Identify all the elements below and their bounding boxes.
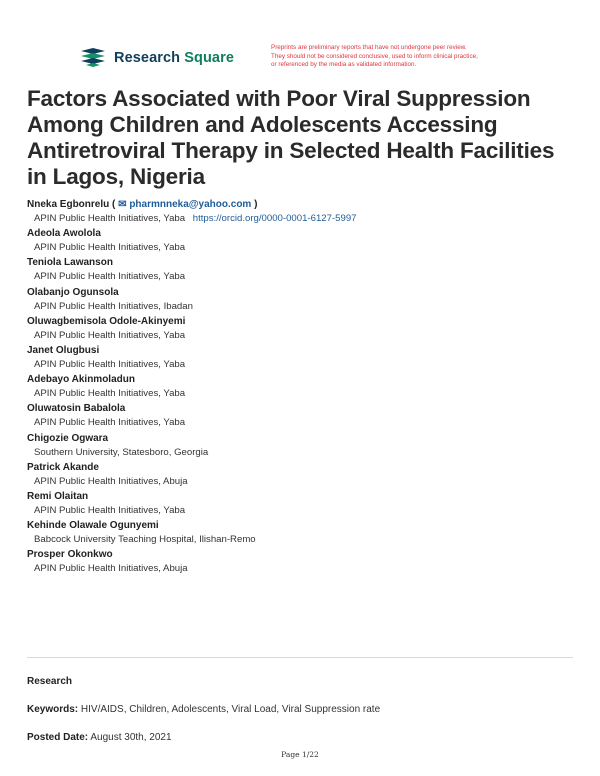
author-entry [27,315,577,343]
author-affiliation: APIN Public Health Initiatives, Yaba [34,359,186,371]
author-name: Chigozie Ogwara [27,432,109,444]
author-affiliation: APIN Public Health Initiatives, Yaba [34,242,186,254]
section-divider [27,657,573,658]
email-icon: ✉ [118,199,127,210]
author-affiliation: APIN Public Health Initiatives, Abuja [34,563,188,575]
author-name: Adeola Awolola [27,228,101,240]
author-affiliation: APIN Public Health Initiatives, Yaba [34,388,186,400]
author-affiliation: APIN Public Health Initiatives, Yaba [34,505,186,517]
logo-wordmark [114,50,234,66]
author-affiliation: Babcock University Teaching Hospital, Ilishan-Remo [34,534,256,546]
author-name: Teniola Lawanson [27,257,113,269]
research-square-logo[interactable] [80,48,234,68]
keywords-line [27,704,380,715]
author-entry [27,548,577,576]
author-name: Remi Olaitan [27,491,89,503]
author-email-link[interactable]: pharmnneka@yahoo.com [129,199,252,210]
author-name: Olabanjo Ogunsola [27,286,119,298]
author-name: Janet Olugbusi [27,345,100,357]
author-entry [27,490,577,518]
author-name: Nneka Egbonrelu [27,199,110,210]
author-name: Prosper Okonkwo [27,549,113,561]
author-affiliation: APIN Public Health Initiatives, Yaba [34,213,186,224]
keywords-label: Keywords: [27,704,79,715]
notice-line: or referenced by the media as validated information. [271,61,417,69]
author-affiliation: Southern University, Statesboro, Georgia [34,446,209,458]
author-affiliation: APIN Public Health Initiatives, Yaba [34,271,186,283]
author-list [27,198,577,578]
article-type: Research [27,676,73,687]
author-entry [27,402,577,430]
author-entry [27,373,577,401]
keywords-value: HIV/AIDS, Children, Adolescents, Viral Load, Viral Suppression rate [80,704,381,715]
author-entry: Nneka Egbonrelu ( ✉ pharmnneka@yahoo.com ) APIN Public Health Initiatives, Yaba https://orcid.org/0000-0001-6127-5997 [27,199,357,224]
author-affiliation: APIN Public Health Initiatives, Yaba [34,329,186,341]
author-name: Adebayo Akinmoladun [27,374,135,386]
orcid-link[interactable]: https://orcid.org/0000-0001-6127-5997 [192,213,357,224]
logo-text-square: Square [184,50,234,66]
logo-text-research: Research [114,50,181,66]
author-name: Oluwatosin Babalola [27,403,126,415]
page-indicator: Page 1/22 [281,750,319,759]
author-entry [27,432,577,460]
author-entry [27,519,577,547]
author-entry [27,286,577,314]
preprint-notice [271,44,541,70]
header [80,44,560,78]
author-entry [27,344,577,372]
posted-date-line [27,732,172,743]
posted-date-label: Posted Date: [27,732,89,743]
author-entry [27,461,577,489]
author-name: Kehinde Olawale Ogunyemi [27,520,159,532]
notice-line: They should not be considered conclusive, used to inform clinical practice, [271,52,478,60]
posted-date-value: August 30th, 2021 [90,732,172,743]
author-name: Oluwagbemisola Odole-Akinyemi [27,315,186,327]
author-name: Patrick Akande [27,461,99,473]
author-entry [27,227,577,255]
author-affiliation: APIN Public Health Initiatives, Abuja [34,475,188,487]
paper-title: Factors Associated with Poor Viral Suppression Among Children and Adolescents Accessing Antiretroviral Therapy in Selected Health Facilities in Lagos, Nigeria [27,86,555,189]
research-square-logo-icon [80,48,106,68]
notice-line: Preprints are preliminary reports that have not undergone peer review. [271,44,467,51]
author-affiliation: APIN Public Health Initiatives, Yaba [34,417,186,429]
author-entry [27,256,577,284]
author-affiliation: APIN Public Health Initiatives, Ibadan [34,300,193,312]
